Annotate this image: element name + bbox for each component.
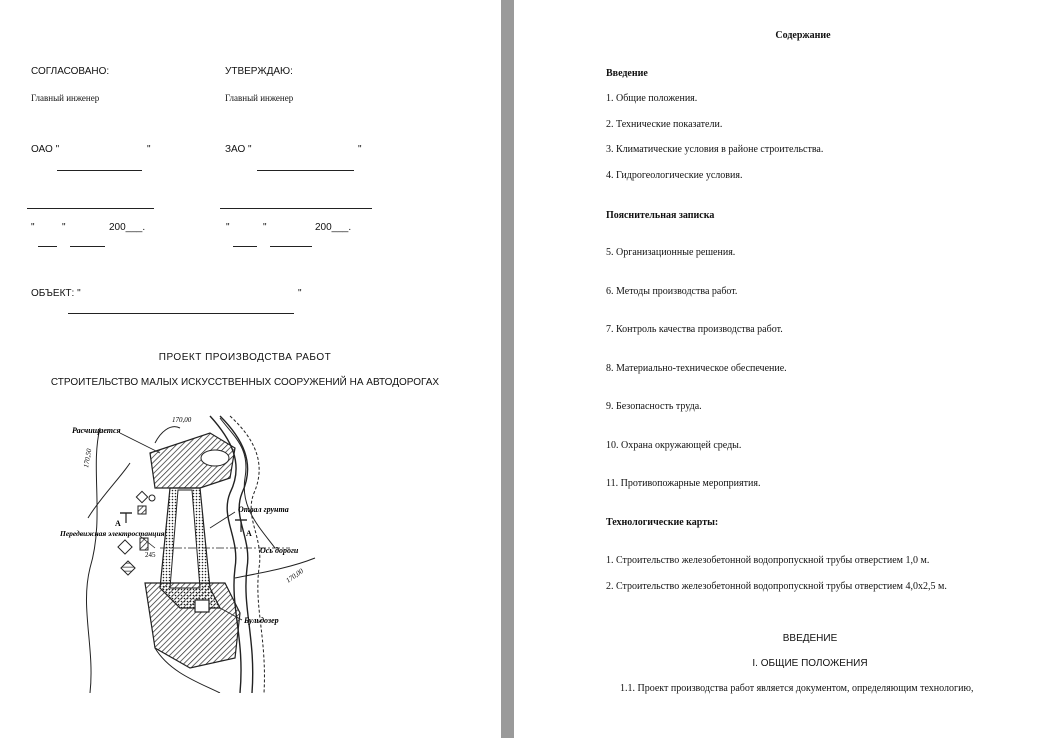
intro-paragraph: 1.1. Проект производства работ является документом, определяющим технологию,: [620, 683, 974, 694]
toc-item: 1. Общие положения.: [606, 93, 698, 104]
label-contour-left: 170,50: [82, 448, 94, 469]
toc-item: 10. Охрана окружающей среды.: [606, 440, 742, 451]
date-right-year: 200___.: [315, 222, 352, 233]
org-right-underline: [257, 170, 354, 171]
date-right-quote-close: ": [263, 222, 267, 233]
date-right-month-line: [270, 246, 312, 247]
org-left-suffix: ": [147, 144, 151, 155]
date-left-quote-close: ": [62, 222, 66, 233]
org-right-prefix: ЗАО ": [225, 144, 252, 155]
toc-item: 9. Безопасность труда.: [606, 401, 702, 412]
approval-left-heading: СОГЛАСОВАНО:: [31, 66, 110, 77]
date-right-quote-open: ": [226, 222, 230, 233]
toc-item: 2. Технические показатели.: [606, 119, 723, 130]
approval-right-role: Главный инженер: [225, 93, 294, 103]
date-left-quote-open: ": [31, 222, 35, 233]
label-section-a-left: А: [115, 519, 121, 528]
label-road-axis: Ось дороги: [260, 546, 299, 555]
title-page: [0, 0, 501, 738]
label-bulldozer: Бульдозер: [244, 616, 279, 625]
label-contour-right: 170,00: [284, 567, 305, 585]
label-number: 245: [145, 551, 156, 559]
toc-item: 4. Гидрогеологические условия.: [606, 170, 743, 181]
toc-item: 11. Противопожарные мероприятия.: [606, 478, 761, 489]
signature-left-line: [27, 208, 154, 209]
org-right-suffix: ": [358, 144, 362, 155]
label-cleared: Расчищается: [72, 426, 121, 435]
toc-item: 8. Материально-техническое обеспечение.: [606, 363, 787, 374]
page-gutter: [501, 0, 514, 738]
label-contour-top: 170,00: [172, 416, 192, 424]
toc-item: 5. Организационные решения.: [606, 247, 736, 258]
date-left-year: 200___.: [109, 222, 146, 233]
org-left-prefix: ОАО ": [31, 144, 60, 155]
object-underline: [68, 313, 294, 314]
label-soil-dump: Отвал грунта: [238, 505, 289, 514]
intro-subheading: I. ОБЩИЕ ПОЛОЖЕНИЯ: [752, 658, 868, 669]
toc-item: 2. Строительство железобетонной водопропускной трубы отверстием 4,0х2,5 м.: [606, 581, 947, 592]
date-left-day-line: [38, 246, 57, 247]
label-mobile-station: Передвижная электростанция: [60, 529, 165, 538]
site-plan-drawing: [60, 408, 320, 693]
approval-left-role: Главный инженер: [31, 93, 100, 103]
toc-title: Содержание: [775, 30, 831, 41]
object-suffix: ": [298, 288, 302, 299]
project-subtitle: СТРОИТЕЛЬСТВО МАЛЫХ ИСКУССТВЕННЫХ СООРУЖЕНИЙ НА АВТОДОРОГАХ: [50, 377, 440, 388]
approval-right-heading: УТВЕРЖДАЮ:: [225, 66, 293, 77]
intro-heading: ВВЕДЕНИЕ: [782, 633, 838, 644]
project-title: ПРОЕКТ ПРОИЗВОДСТВА РАБОТ: [158, 352, 332, 363]
date-left-month-line: [70, 246, 105, 247]
org-left-underline: [57, 170, 142, 171]
date-right-day-line: [233, 246, 257, 247]
toc-item: 3. Климатические условия в районе строительства.: [606, 144, 824, 155]
toc-heading-intro: Введение: [606, 68, 648, 79]
toc-heading-tech-cards: Технологические карты:: [606, 517, 719, 528]
toc-item: 7. Контроль качества производства работ.: [606, 324, 783, 335]
contents-page: [514, 0, 1047, 738]
toc-item: 1. Строительство железобетонной водопропускной трубы отверстием 1,0 м.: [606, 555, 930, 566]
toc-item: 6. Методы производства работ.: [606, 286, 738, 297]
signature-right-line: [220, 208, 372, 209]
label-section-a-right: А: [246, 529, 252, 538]
toc-heading-explanatory: Пояснительная записка: [606, 210, 715, 221]
object-prefix: ОБЪЕКТ: ": [31, 288, 81, 299]
